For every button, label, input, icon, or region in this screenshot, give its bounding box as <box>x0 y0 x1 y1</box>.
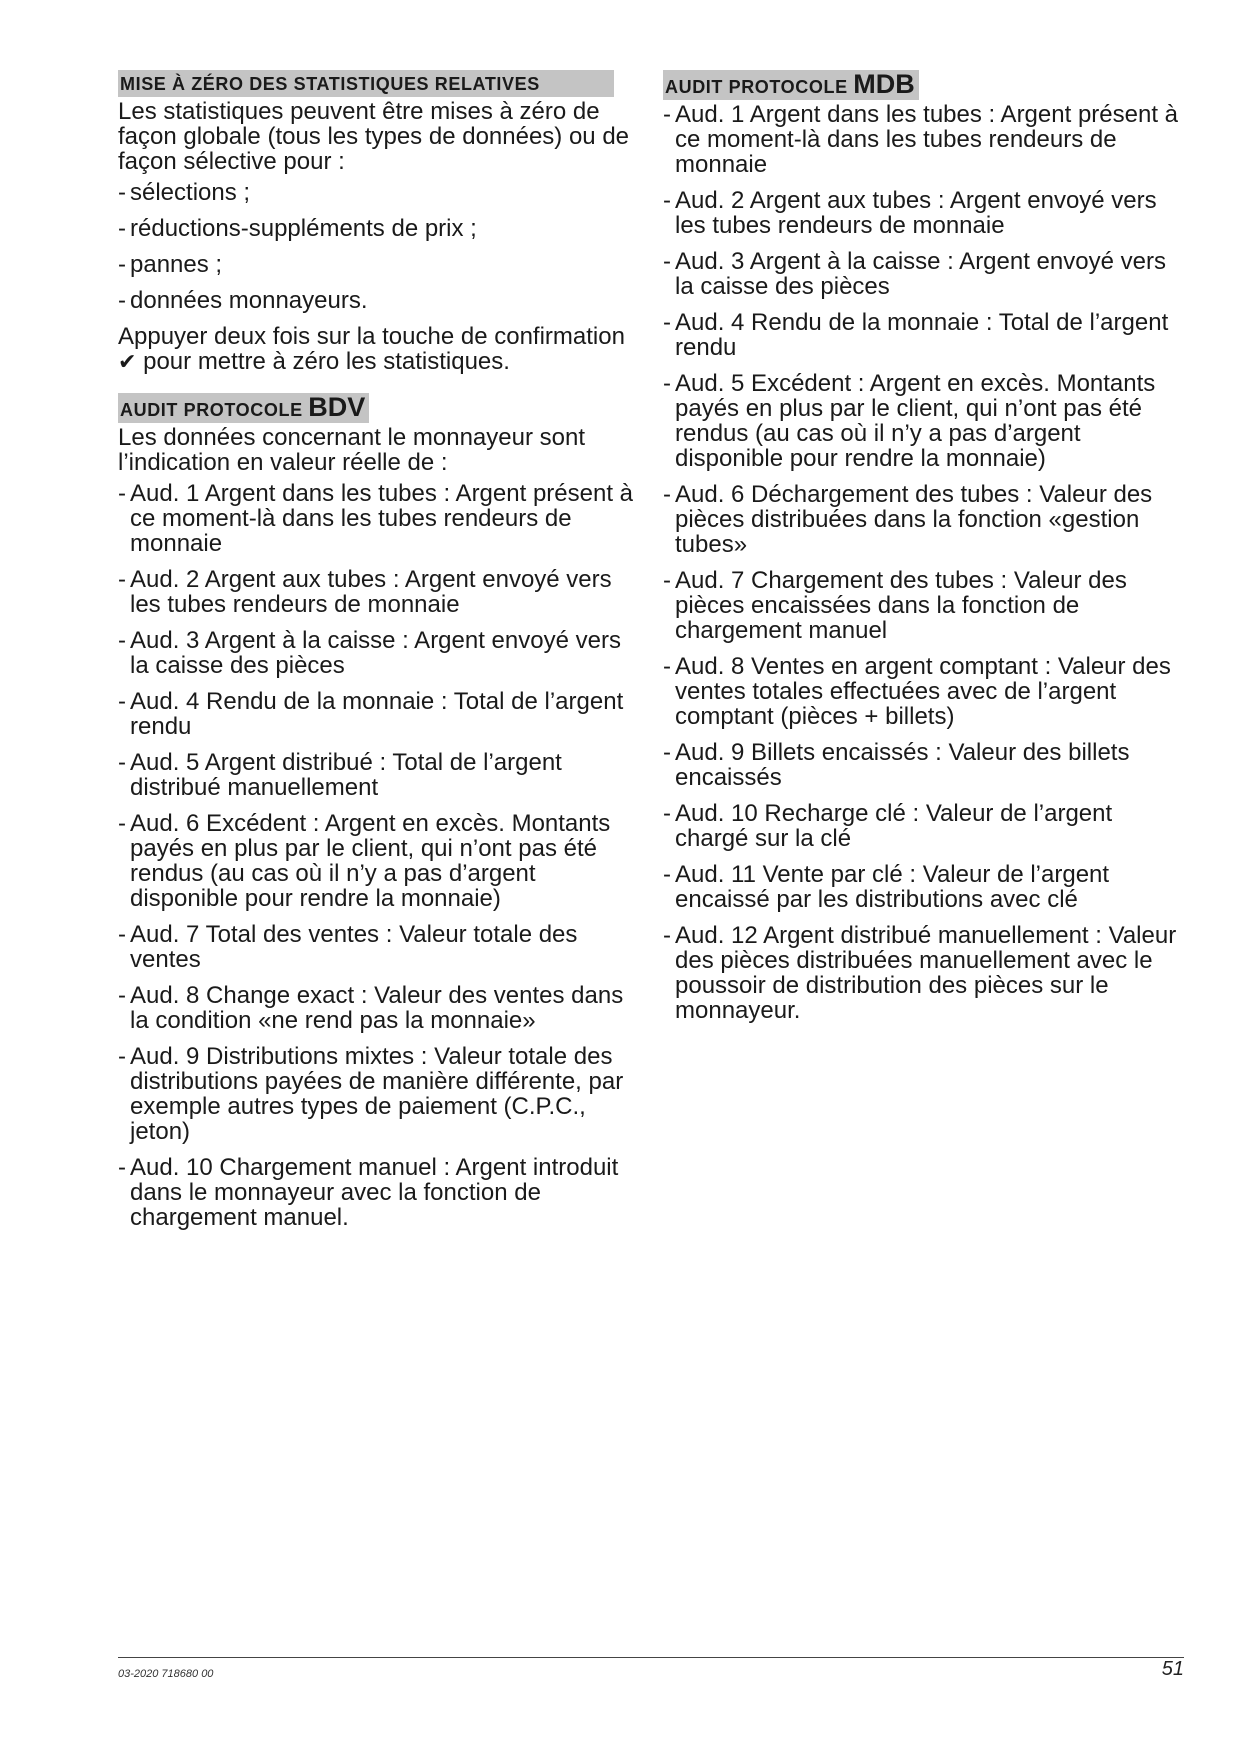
section-heading-mdb-big: MDB <box>853 69 915 99</box>
section-heading-bdv-small: AUDIT PROTOCOLE <box>120 400 303 420</box>
list-item: - réductions-suppléments de prix ; <box>118 216 638 241</box>
reset-outro-before: Appuyer deux fois sur la touche de confirmation <box>118 323 625 350</box>
list-item: - Aud. 8 Ventes en argent comptant : Valeur des ventes totales effectuées avec de l’argent comptant (pièces + billets) <box>663 654 1183 729</box>
list-item: - Aud. 3 Argent à la caisse : Argent envoyé vers la caisse des pièces <box>663 249 1183 299</box>
list-item: - Aud. 2 Argent aux tubes : Argent envoyé vers les tubes rendeurs de monnaie <box>118 567 638 617</box>
section-heading-reset <box>118 70 614 97</box>
list-item: - Aud. 10 Chargement manuel : Argent introduit dans le monnayeur avec la fonction de chargement manuel. <box>118 1155 638 1230</box>
list-item: - Aud. 11 Vente par clé : Valeur de l’argent encaissé par les distributions avec clé <box>663 862 1183 912</box>
bdv-list <box>118 481 638 1230</box>
list-item: - Aud. 4 Rendu de la monnaie : Total de l’argent rendu <box>663 310 1183 360</box>
list-item: - Aud. 12 Argent distribué manuellement : Valeur des pièces distribuées manuellement avec le poussoir de distribution des pièces sur le monnayeur. <box>663 923 1183 1023</box>
list-item: - Aud. 5 Argent distribué : Total de l’argent distribué manuellement <box>118 750 638 800</box>
list-item: - Aud. 6 Déchargement des tubes : Valeur des pièces distribuées dans la fonction «gestion tubes» <box>663 482 1183 557</box>
page-number: 51 <box>1161 1658 1184 1680</box>
check-icon: ✔ <box>118 350 137 375</box>
section-heading-mdb <box>663 70 919 100</box>
list-item: - Aud. 6 Excédent : Argent en excès. Montants payés en plus par le client, qui n’ont pas été rendus (au cas où il n’y a pas d’argent disponible pour rendre la monnaie) <box>118 811 638 911</box>
list-item: - Aud. 2 Argent aux tubes : Argent envoyé vers les tubes rendeurs de monnaie <box>663 188 1183 238</box>
list-item: - Aud. 7 Chargement des tubes : Valeur des pièces encaissées dans la fonction de chargement manuel <box>663 568 1183 643</box>
list-item: - Aud. 1 Argent dans les tubes : Argent présent à ce moment-là dans les tubes rendeurs de monnaie <box>663 102 1183 177</box>
list-item: - Aud. 3 Argent à la caisse : Argent envoyé vers la caisse des pièces <box>118 628 638 678</box>
section-heading-bdv <box>118 393 369 423</box>
section-heading-reset-text: MISE À ZÉRO DES STATISTIQUES RELATIVES <box>120 74 540 94</box>
list-item: - données monnayeurs. <box>118 288 638 313</box>
list-item: - pannes ; <box>118 252 638 277</box>
reset-intro: Les statistiques peuvent être mises à zéro de façon globale (tous les types de données) ou de façon sélective pour : <box>118 98 630 175</box>
reset-outro-after: pour mettre à zéro les statistiques. <box>143 348 510 375</box>
list-item: - Aud. 9 Billets encaissés : Valeur des billets encaissés <box>663 740 1183 790</box>
list-item: - Aud. 10 Recharge clé : Valeur de l’argent chargé sur la clé <box>663 801 1183 851</box>
list-item: - Aud. 5 Excédent : Argent en excès. Montants payés en plus par le client, qui n’ont pas été rendus (au cas où il n’y a pas d’argent disponible pour rendre la monnaie) <box>663 371 1183 471</box>
mdb-list <box>663 102 1183 1023</box>
reset-outro <box>118 324 638 375</box>
section-heading-mdb-small: AUDIT PROTOCOLE <box>665 77 848 97</box>
left-column <box>118 70 638 1241</box>
footer-rule <box>118 1657 1184 1658</box>
list-item: - sélections ; <box>118 180 638 205</box>
list-item: - Aud. 1 Argent dans les tubes : Argent présent à ce moment-là dans les tubes rendeurs de monnaie <box>118 481 638 556</box>
list-item: - Aud. 7 Total des ventes : Valeur totale des ventes <box>118 922 638 972</box>
list-item: - Aud. 8 Change exact : Valeur des ventes dans la condition «ne rend pas la monnaie» <box>118 983 638 1033</box>
bdv-intro: Les données concernant le monnayeur sont l’indication en valeur réelle de : <box>118 424 585 476</box>
reset-list <box>118 180 638 313</box>
footer-code: 03-2020 718680 00 <box>118 1668 214 1680</box>
right-column <box>663 70 1183 1034</box>
list-item: - Aud. 9 Distributions mixtes : Valeur totale des distributions payées de manière différente, par exemple autres types de paiement (C.P.C., jeton) <box>118 1044 638 1144</box>
list-item: - Aud. 4 Rendu de la monnaie : Total de l’argent rendu <box>118 689 638 739</box>
section-heading-bdv-big: BDV <box>308 392 366 422</box>
